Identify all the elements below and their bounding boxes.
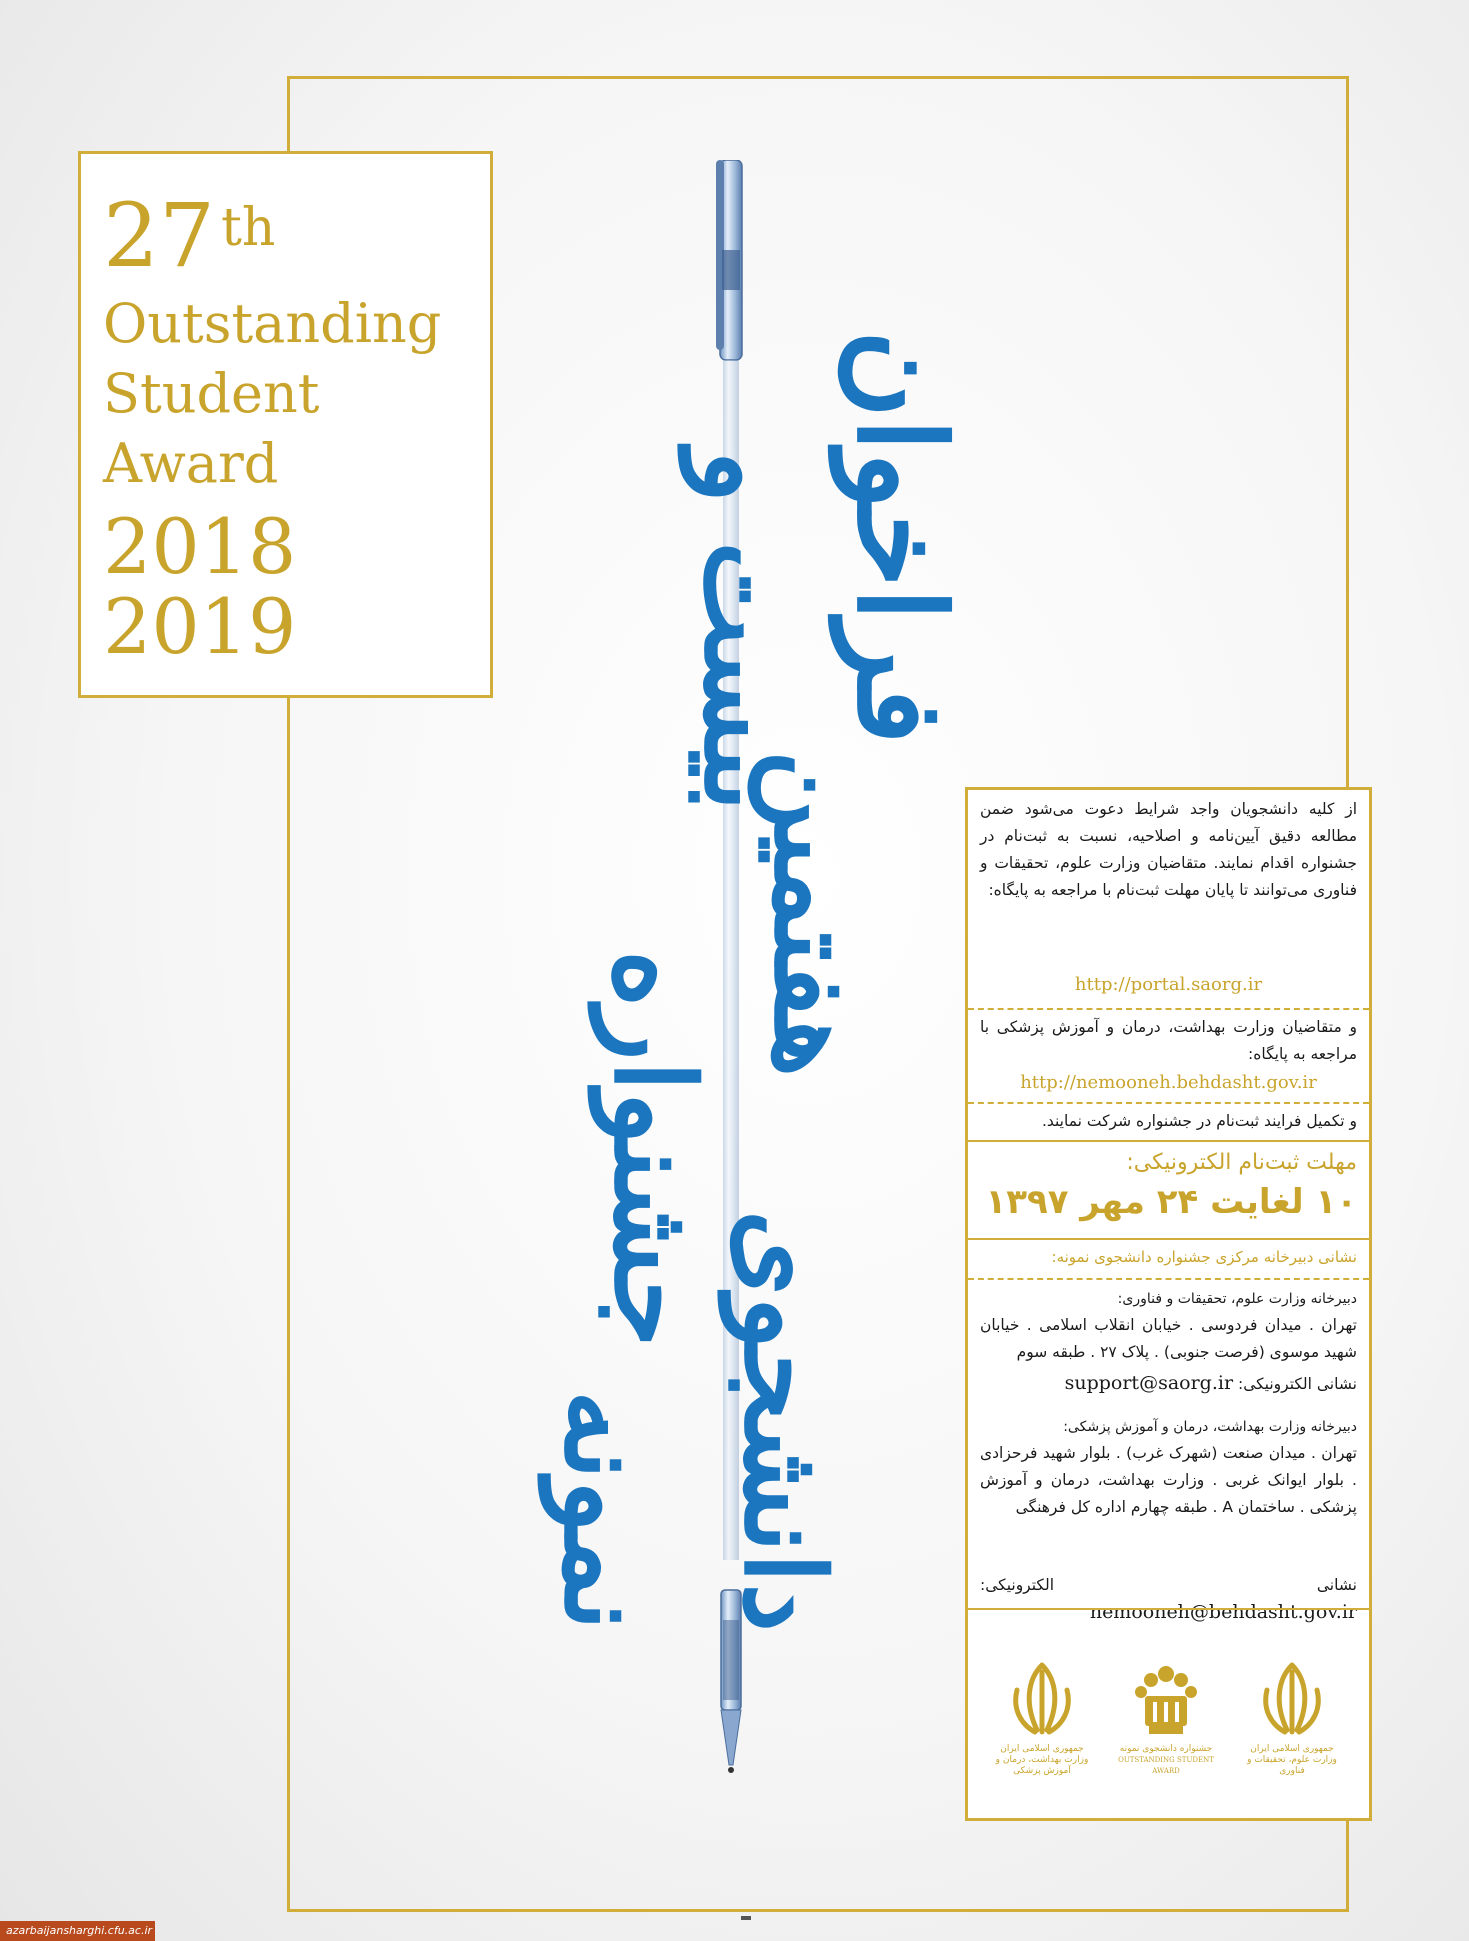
- english-title-box: [78, 151, 493, 698]
- calligraphy-word-nemooneh: نمونه: [540, 1390, 669, 1631]
- logo-left-text: جمهوری اسلامی ایران وزارت بهداشت، درمان و آموزش پزشکی: [995, 1744, 1089, 1776]
- title-line-outstanding: Outstanding: [103, 292, 442, 355]
- calligraphy-word-daneshjoo: دانشجوی: [720, 1210, 849, 1633]
- iran-emblem-icon: [1007, 1660, 1077, 1740]
- info-panel: [965, 787, 1372, 1821]
- persian-calligraphy-title: [500, 330, 980, 1660]
- sec1-address: تهران . میدان فردوسی . خیابان انقلاب اسلامی . خیابان شهید موسوی (فرصت جنوبی) . پلاک ۲۷ . طبقه سوم: [980, 1316, 1357, 1361]
- divider: [968, 1608, 1369, 1610]
- logo-center-text: جشنواره دانشجوی نمونه: [1119, 1744, 1213, 1754]
- festival-emblem-icon: [1131, 1660, 1201, 1740]
- iran-emblem-icon: [1257, 1660, 1327, 1740]
- sec1-email-row: [980, 1370, 1357, 1398]
- edition-suffix: th: [221, 198, 276, 258]
- divider: [968, 1008, 1369, 1010]
- divider: [968, 1140, 1369, 1142]
- sec2-address: تهران . میدان صنعت (شهرک غرب) . بلوار شهید فرحزادی . بلوار ایوانک غربی . وزارت بهداشت، درمان و آموزش پزشکی . ساختمان A . طبقه چهارم اداره کل فرهنگی: [980, 1444, 1357, 1516]
- link-portal-saorg[interactable]: http://portal.saorg.ir: [1074, 974, 1263, 995]
- sec2-title: دبیرخانه وزارت بهداشت، درمان و آموزش پزشکی:: [1063, 1419, 1357, 1435]
- logo-ministry-science: [1237, 1660, 1347, 1800]
- bottom-mark: [741, 1916, 751, 1920]
- logo-outstanding-student: [1111, 1660, 1221, 1800]
- sec2-email-label: نشانی الکترونیکی:: [980, 1576, 1357, 1594]
- deadline-title: مهلت ثبت‌نام الکترونیکی:: [1126, 1150, 1357, 1175]
- title-line-award: Award: [103, 432, 279, 495]
- calligraphy-word-farakhan: فراخوان: [830, 330, 971, 745]
- edition-number: 27: [103, 184, 215, 287]
- divider: [968, 1238, 1369, 1240]
- sec2-email[interactable]: nemooneh@behdasht.gov.ir: [1089, 1601, 1357, 1623]
- deadline-date: ۱۰ لغایت ۲۴ مهر ۱۳۹۷: [985, 1182, 1357, 1222]
- divider: [968, 1102, 1369, 1104]
- logo-ministry-health: [987, 1660, 1097, 1800]
- sec1-email[interactable]: support@saorg.ir: [1064, 1372, 1234, 1394]
- completion-paragraph: و تکمیل فرایند ثبت‌نام در جشنواره شرکت نمایند.: [1041, 1112, 1357, 1130]
- title-year-start: 2018: [103, 502, 297, 591]
- sec2-email-row: [980, 1572, 1357, 1627]
- logo-center-sub: OUTSTANDING STUDENT AWARD: [1118, 1756, 1214, 1775]
- logo-right-text: جمهوری اسلامی ایران وزارت علوم، تحقیقات و فناوری: [1247, 1744, 1337, 1776]
- link-nemooneh-behdasht[interactable]: http://nemooneh.behdasht.gov.ir: [1020, 1072, 1317, 1093]
- calligraphy-word-bist-o: بیست و: [680, 450, 809, 812]
- sec1-email-label: نشانی الکترونیکی:: [1237, 1375, 1357, 1393]
- address-title: نشانی دبیرخانه مرکزی جشنواره دانشجوی نمونه:: [1051, 1248, 1357, 1266]
- intro-paragraph: از کلیه دانشجویان واجد شرایط دعوت می‌شود ضمن مطالعه دقیق آیین‌نامه و اصلاحیه، نسبت به ثبت‌نام در جشنواره اقدام نمایند. متقاضیان وزارت علوم، تحقیقات و فناوری می‌توانند تا پایان مهلت ثبت‌نام با مراجعه به پایگاه:: [980, 800, 1357, 899]
- calligraphy-word-haftomin: هفتمین: [750, 750, 879, 1078]
- calligraphy-word-jashnvareh: جشنواره: [590, 950, 719, 1348]
- divider: [968, 1278, 1369, 1280]
- sec1-title: دبیرخانه وزارت علوم، تحقیقات و فناوری:: [1117, 1291, 1357, 1307]
- title-year-end: 2019: [103, 582, 297, 671]
- title-line-student: Student: [103, 362, 320, 425]
- website-credit[interactable]: azarbaijansharghi.cfu.ac.ir: [0, 1921, 155, 1941]
- behdasht-paragraph: و متقاضیان وزارت بهداشت، درمان و آموزش پزشکی با مراجعه به پایگاه:: [980, 1018, 1357, 1063]
